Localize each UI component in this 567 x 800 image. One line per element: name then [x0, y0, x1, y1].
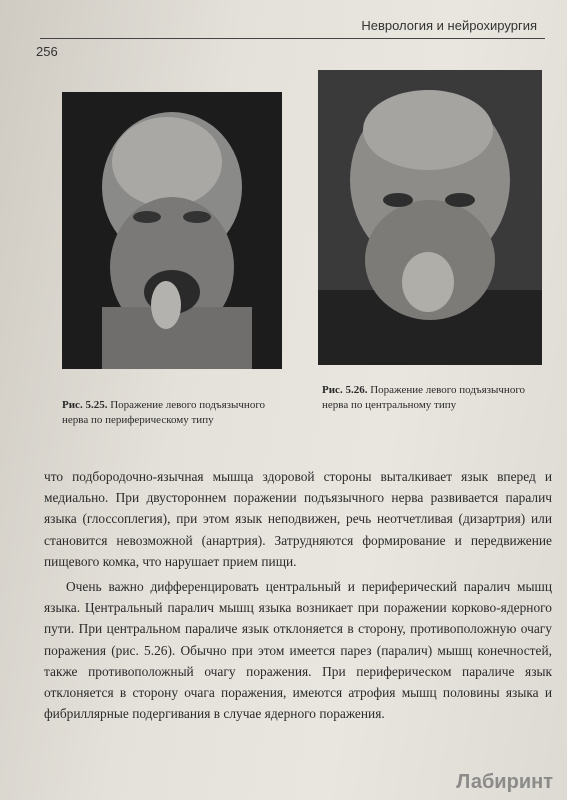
paragraph-2: Очень важно дифференцировать центральный и периферический паралич мышц языка. Центральный паралич мышц языка возникает при поражении корково-ядерного пути. При центральном параличе язык отклоняется в сторону, противоположную очагу поражения (рис. 5.26). Обычно при этом имеется парез (паралич) мышц конечностей, также противоположный очагу поражения. При периферическом параличе язык отклоняется в сторону очага поражения, имеются атрофия мышц половины языка и фибриллярные подергивания в случае ядерного поражения.: [44, 579, 552, 722]
page-number: 256: [36, 44, 58, 59]
paragraph-1: что подбородочно-язычная мышца здоровой стороны выталкивает язык вперед и медиально. При двустороннем поражении подъязычного нерва развивается паралич языка (глоссоплегия), при этом язык неподвижен, речь неотчетливая (дизартрия) или становится невозможной (анартрия). Затрудняются формирование и передвижение пищевого комка, что нарушает прием пищи.: [44, 469, 552, 569]
header-rule: [40, 38, 545, 39]
watermark-logo: Лабиринт: [456, 771, 553, 793]
body-text: [44, 466, 552, 724]
figure-5-25-photo: [62, 92, 282, 369]
figure-5-26-text: Поражение левого подъязычного нерва по центральному типу: [322, 384, 526, 411]
running-header: Неврология и нейрохирургия: [361, 18, 537, 33]
figure-5-26-caption: [322, 383, 547, 413]
figure-5-25-text: Поражение левого подъязычного нерва по периферическому типу: [62, 399, 266, 426]
figure-5-25-number: Рис. 5.25.: [62, 399, 108, 411]
figure-5-25-caption: [62, 398, 287, 428]
figure-5-26-photo: [318, 70, 542, 365]
figure-5-26-number: Рис. 5.26.: [322, 384, 368, 396]
